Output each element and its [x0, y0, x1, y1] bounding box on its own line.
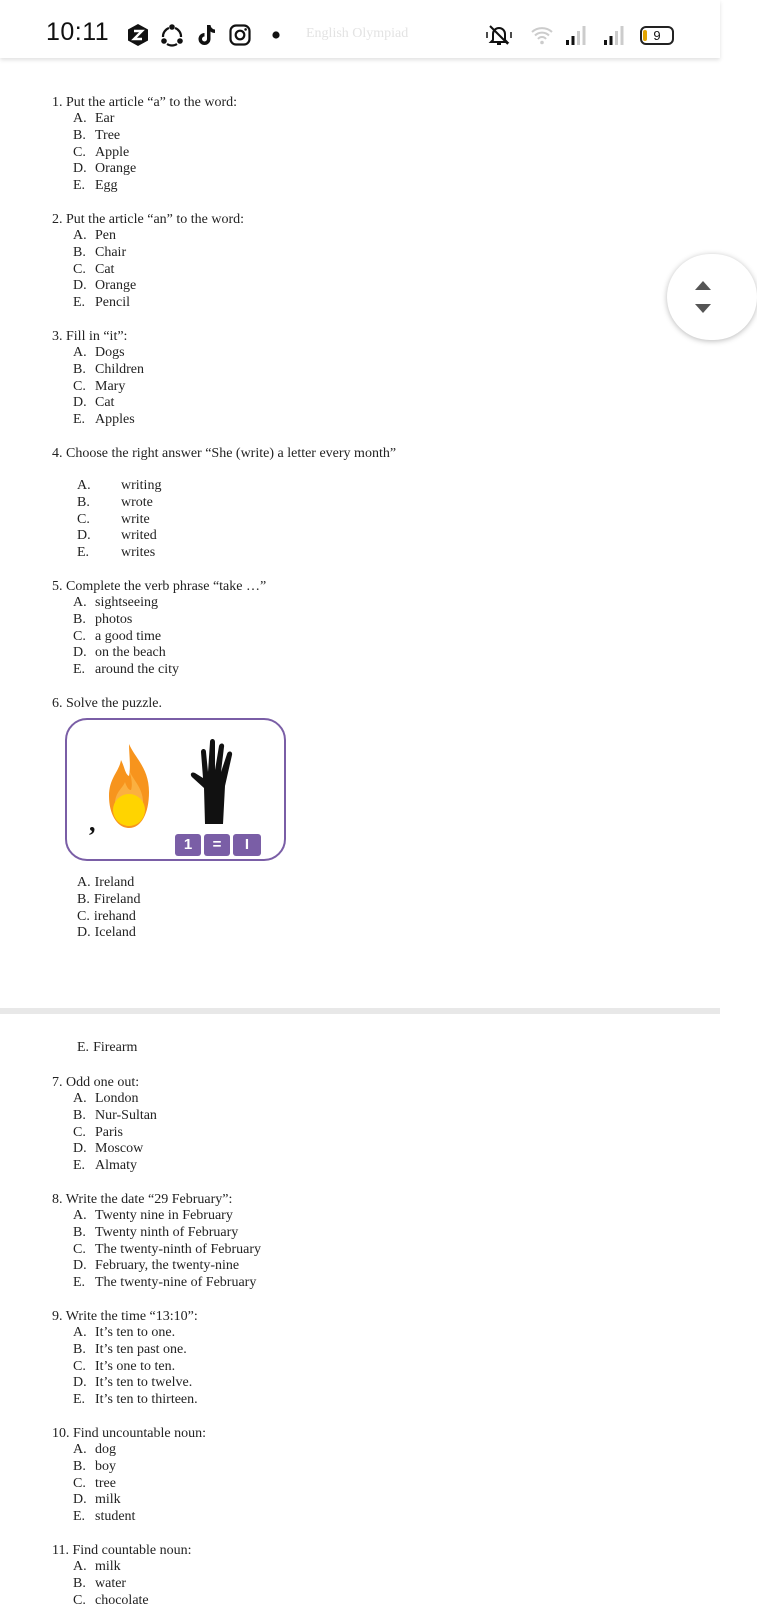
- question-number: 5.: [52, 579, 63, 594]
- question-number: 10.: [52, 1426, 70, 1441]
- option-b: B. Twenty ninth of February: [73, 1224, 239, 1240]
- options-5: [73, 595, 179, 679]
- document-title-shadow: English Olympiad: [306, 26, 409, 41]
- puzzle-tile-i: I: [233, 834, 261, 856]
- question-number: 6.: [52, 696, 63, 711]
- option-c: C. Apple: [73, 144, 130, 160]
- option-b: B. Children: [73, 361, 144, 377]
- question-10: [52, 1425, 206, 1442]
- question-text: Solve the puzzle.: [66, 696, 163, 711]
- question-number: 3.: [52, 329, 63, 344]
- question-text: Choose the right answer “She (write) a letter every month”: [66, 446, 397, 461]
- options-10: [73, 1442, 135, 1526]
- mute-icon: [487, 23, 511, 47]
- question-6: [52, 695, 162, 712]
- wifi-icon: [530, 23, 554, 47]
- options-4: [77, 478, 161, 562]
- option-e: E. It’s ten to thirteen.: [73, 1392, 198, 1408]
- option-c: C. The twenty-ninth of February: [73, 1241, 262, 1257]
- option-d: D. Iceland: [77, 925, 136, 941]
- option-c: C. irehand: [77, 908, 136, 924]
- question-4: [52, 445, 396, 462]
- question-text: Odd one out:: [66, 1075, 140, 1090]
- options-8: [73, 1208, 261, 1292]
- signal-icon-2: [602, 23, 626, 47]
- option-d: D. February, the twenty-nine: [73, 1258, 240, 1274]
- option-e: E. Pencil: [73, 295, 130, 311]
- option-a: A. dog: [73, 1442, 116, 1457]
- option-c: C. tree: [73, 1475, 116, 1491]
- question-text: Put the article “an” to the word:: [66, 212, 245, 227]
- option-a: A. Pen: [73, 228, 116, 243]
- option-d: D. Moscow: [73, 1141, 144, 1157]
- option-a: A. writing: [77, 478, 162, 493]
- options-1: [73, 111, 136, 195]
- status-time: 10:11: [46, 18, 110, 46]
- dot-icon: [268, 23, 292, 47]
- option-a: A. sightseeing: [73, 595, 158, 610]
- hand-icon: [185, 738, 235, 824]
- option-e: E. around the city: [73, 662, 179, 678]
- question-text: Write the date “29 February”:: [65, 1192, 233, 1207]
- option-b: B. Nur-Sultan: [73, 1107, 157, 1123]
- option-b: B. Tree: [73, 127, 121, 143]
- page-scroll-button[interactable]: [667, 254, 757, 340]
- option-c: C. Cat: [73, 261, 115, 277]
- question-8: [52, 1191, 232, 1208]
- options-9: [73, 1325, 198, 1409]
- battery-level: 9: [653, 28, 661, 43]
- options-2: [73, 228, 136, 312]
- option-b: B. Fireland: [77, 891, 141, 907]
- option-e: E. Almaty: [73, 1158, 137, 1174]
- question-number: 1.: [52, 95, 63, 110]
- option-c: C. write: [77, 511, 150, 527]
- option-c: C. Paris: [73, 1124, 123, 1140]
- question-2: [52, 211, 244, 228]
- question-1: [52, 94, 237, 111]
- option-d: D. on the beach: [73, 645, 166, 661]
- option-b: B. water: [73, 1575, 127, 1591]
- option-a: A. Ireland: [77, 875, 135, 890]
- option-d: D. Cat: [73, 395, 115, 411]
- question-text: Write the time “13:10”:: [65, 1309, 198, 1324]
- option-a: A. London: [73, 1091, 139, 1106]
- option-d: D. writed: [77, 528, 157, 544]
- option-b: B. wrote: [77, 494, 153, 510]
- battery-indicator: [640, 26, 674, 45]
- question-11: [52, 1542, 191, 1559]
- question-number: 7.: [52, 1075, 63, 1090]
- question-number: 11.: [52, 1543, 69, 1558]
- option-a: A. Dogs: [73, 345, 125, 360]
- option-b: B. boy: [73, 1458, 116, 1474]
- question-number: 4.: [52, 446, 63, 461]
- question-text: Find uncountable noun:: [73, 1426, 206, 1441]
- option-b: B. It’s ten past one.: [73, 1341, 187, 1357]
- option-c: C. chocolate: [73, 1592, 149, 1608]
- share-icon: [160, 23, 184, 47]
- question-7: [52, 1074, 139, 1091]
- option-b: B. photos: [73, 611, 133, 627]
- question-text: Put the article “a” to the word:: [66, 95, 238, 110]
- options-6-continued: [77, 1040, 137, 1057]
- option-e: E. The twenty-nine of February: [73, 1275, 257, 1291]
- question-number: 8.: [52, 1192, 63, 1207]
- scroll-arrows-icon: [693, 278, 713, 316]
- option-d: D. Orange: [73, 278, 137, 294]
- option-b: B. Chair: [73, 244, 127, 260]
- tiktok-icon: [194, 23, 218, 47]
- question-text: Find countable noun:: [72, 1543, 192, 1558]
- options-7: [73, 1091, 157, 1175]
- options-6: [77, 875, 141, 942]
- option-a: A. It’s ten to one.: [73, 1325, 176, 1340]
- option-a: A. Twenty nine in February: [73, 1208, 233, 1223]
- z-app-icon: [126, 23, 150, 47]
- options-3: [73, 345, 144, 429]
- apostrophe-mark: ,: [89, 808, 96, 837]
- option-c: C. It’s one to ten.: [73, 1358, 176, 1374]
- puzzle-tile-1: 1: [175, 834, 201, 856]
- question-3: [52, 328, 127, 345]
- question-5: [52, 578, 266, 595]
- puzzle-tile-equals: =: [204, 834, 230, 856]
- question-9: [52, 1308, 198, 1325]
- option-e: E. writes: [77, 545, 156, 561]
- option-e: E. student: [73, 1509, 136, 1525]
- options-11: [73, 1559, 149, 1608]
- option-e: E. Firearm: [77, 1040, 138, 1055]
- option-c: C. a good time: [73, 628, 162, 644]
- option-d: D. It’s ten to twelve.: [73, 1375, 193, 1391]
- instagram-icon: [228, 23, 252, 47]
- option-d: D. milk: [73, 1492, 121, 1508]
- option-d: D. Orange: [73, 161, 137, 177]
- option-e: E. Apples: [73, 412, 135, 428]
- option-a: A. Ear: [73, 111, 115, 126]
- question-text: Complete the verb phrase “take …”: [66, 579, 267, 594]
- option-e: E. Egg: [73, 178, 118, 194]
- status-bar: [0, 0, 720, 58]
- question-number: 2.: [52, 212, 63, 227]
- signal-icon: [564, 23, 588, 47]
- puzzle-image: [65, 718, 286, 861]
- option-a: A. milk: [73, 1559, 121, 1574]
- question-text: Fill in “it”:: [66, 329, 128, 344]
- question-number: 9.: [52, 1309, 63, 1324]
- option-c: C. Mary: [73, 378, 126, 394]
- fire-icon: [103, 742, 155, 830]
